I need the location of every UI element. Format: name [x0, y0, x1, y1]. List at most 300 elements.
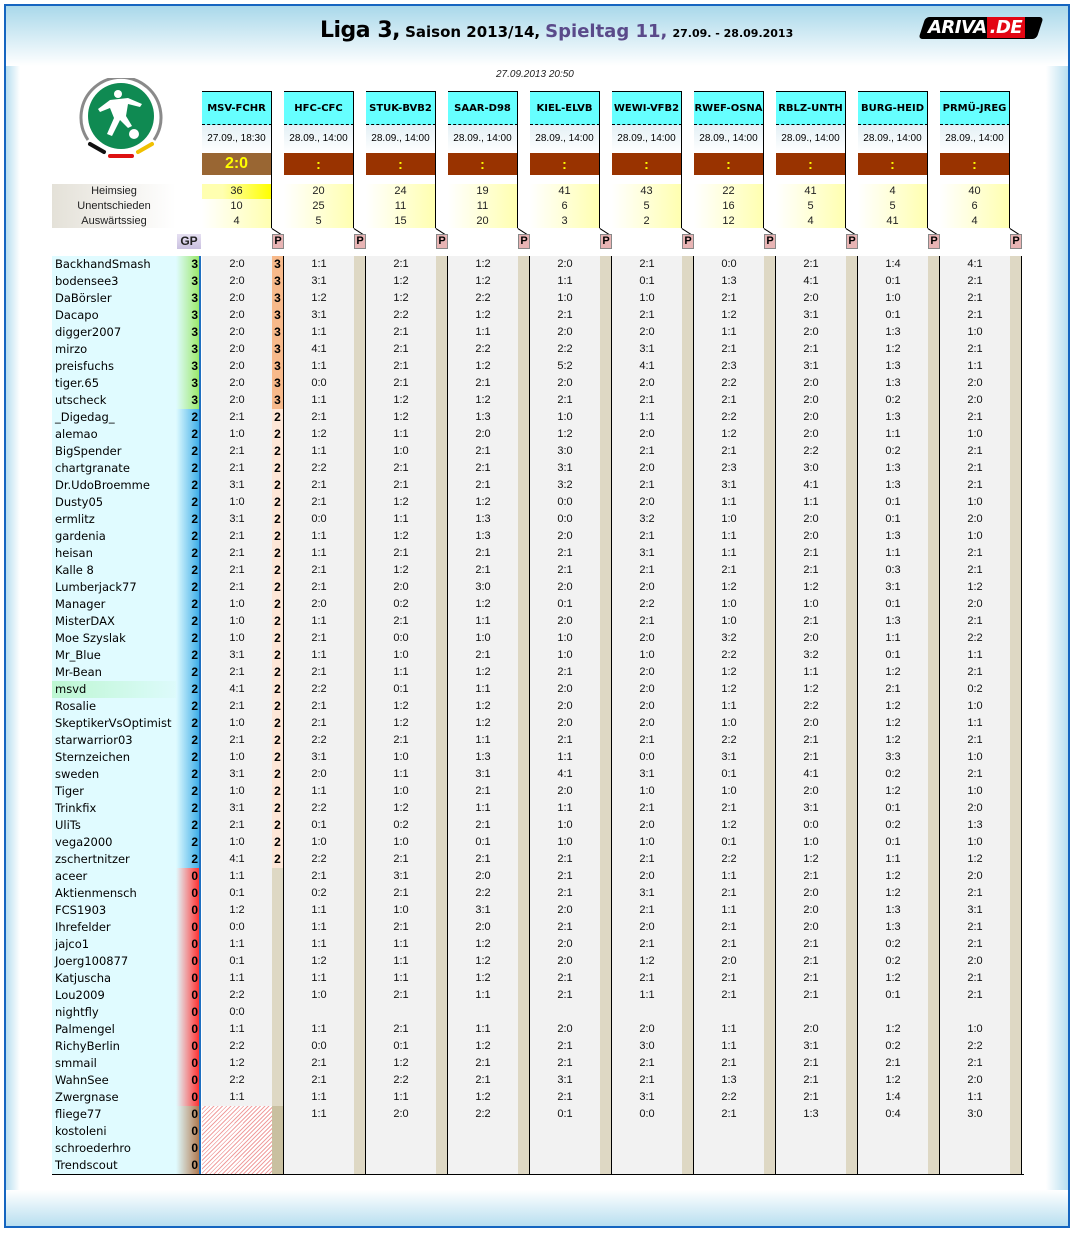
- tip-points: [1010, 987, 1022, 1004]
- player-name[interactable]: SkeptikerVsOptimist: [52, 715, 188, 732]
- tip-points: [354, 1157, 366, 1174]
- player-name[interactable]: Kalle 8: [52, 562, 188, 579]
- tip-points: [846, 664, 858, 681]
- tip-cell: 2:0: [530, 1021, 600, 1038]
- player-name[interactable]: Lumberjack77: [52, 579, 188, 596]
- match-code[interactable]: MSV-FCHR: [202, 91, 272, 125]
- tip-cell: 2:1: [448, 562, 518, 579]
- tip-cell: 1:3: [858, 613, 928, 630]
- player-name[interactable]: aceer: [52, 868, 188, 885]
- points-column-header[interactable]: P: [272, 234, 284, 249]
- tip-points: 2: [272, 409, 284, 426]
- player-name[interactable]: RichyBerlin: [52, 1038, 188, 1055]
- tip-cell: 4:1: [776, 273, 846, 290]
- player-total-points: 3: [176, 307, 201, 324]
- player-name[interactable]: Sternzeichen: [52, 749, 188, 766]
- tip-points: [928, 953, 940, 970]
- player-name[interactable]: Ihrefelder: [52, 919, 188, 936]
- tip-points: [272, 953, 284, 970]
- tip-cell: 1:2: [448, 970, 518, 987]
- player-name[interactable]: Rosalie: [52, 698, 188, 715]
- player-name[interactable]: ermlitz: [52, 511, 188, 528]
- tip-points: [928, 715, 940, 732]
- player-name[interactable]: Aktienmensch: [52, 885, 188, 902]
- points-column-header[interactable]: P: [682, 234, 694, 249]
- tip-points: [928, 800, 940, 817]
- tip-points: [518, 1123, 530, 1140]
- table-row: [52, 1072, 1024, 1089]
- player-total-points: 0: [176, 1123, 201, 1140]
- tip-cell: 0:1: [202, 953, 272, 970]
- player-name[interactable]: alemao: [52, 426, 188, 443]
- tip-points: [764, 596, 776, 613]
- tip-cell: [284, 1123, 354, 1140]
- tip-points: [518, 392, 530, 409]
- player-name[interactable]: tiger.65: [52, 375, 188, 392]
- tip-points: [764, 256, 776, 273]
- tip-points: [600, 290, 612, 307]
- tip-points: [846, 732, 858, 749]
- tip-cell: 1:2: [694, 681, 764, 698]
- player-name[interactable]: Tiger: [52, 783, 188, 800]
- player-name[interactable]: fliege77: [52, 1106, 188, 1123]
- player-name[interactable]: Joerg100877: [52, 953, 188, 970]
- tip-points: [354, 664, 366, 681]
- points-column-header[interactable]: P: [846, 234, 858, 249]
- match-code[interactable]: WEWI-VFB2: [612, 91, 682, 125]
- table-row: [52, 392, 1024, 409]
- tip-cell: 1:0: [366, 902, 436, 919]
- tip-cell: 2:1: [202, 817, 272, 834]
- tip-cell: 1:2: [366, 1055, 436, 1072]
- player-name[interactable]: Lou2009: [52, 987, 188, 1004]
- tip-cell: 2:1: [940, 341, 1010, 358]
- match-tip-stats: [940, 184, 1010, 228]
- tip-cell: 0:0: [284, 1038, 354, 1055]
- tip-points: [682, 290, 694, 307]
- draw-count: 6: [971, 200, 978, 212]
- tip-cell: 1:0: [940, 426, 1010, 443]
- tip-cell: 2:1: [940, 732, 1010, 749]
- tip-points: 2: [272, 766, 284, 783]
- tip-points: [600, 987, 612, 1004]
- player-name[interactable]: kostoleni: [52, 1123, 188, 1140]
- tip-cell: [776, 1140, 846, 1157]
- tip-cell: 1:1: [366, 766, 436, 783]
- tip-points: [764, 868, 776, 885]
- match-kickoff: 28.09., 14:00: [284, 125, 354, 153]
- tip-points: [354, 307, 366, 324]
- tip-points: [518, 919, 530, 936]
- player-name[interactable]: BigSpender: [52, 443, 188, 460]
- tip-cell: 2:1: [776, 987, 846, 1004]
- match-code[interactable]: HFC-CFC: [284, 91, 354, 125]
- player-name[interactable]: sweden: [52, 766, 188, 783]
- tip-cell: 2:2: [694, 647, 764, 664]
- table-row: [52, 1055, 1024, 1072]
- tip-cell: 1:1: [940, 358, 1010, 375]
- draw-count: 25: [312, 200, 325, 212]
- match-kickoff: 28.09., 14:00: [694, 125, 764, 153]
- tip-cell: 2:1: [940, 290, 1010, 307]
- tip-cell: 2:2: [940, 630, 1010, 647]
- tip-points: [436, 834, 448, 851]
- points-column-header[interactable]: P: [600, 234, 612, 249]
- tip-cell: 2:1: [612, 851, 682, 868]
- tip-cell: 0:1: [858, 494, 928, 511]
- tip-cell: 1:1: [694, 545, 764, 562]
- tip-cell: 1:2: [366, 409, 436, 426]
- player-total-points: 0: [176, 919, 201, 936]
- tip-cell: 1:2: [202, 1055, 272, 1072]
- player-name[interactable]: msvd: [52, 681, 188, 698]
- tip-cell: 2:1: [448, 460, 518, 477]
- player-name[interactable]: Dacapo: [52, 307, 188, 324]
- tip-cell: 2:1: [940, 664, 1010, 681]
- player-total-points: 2: [176, 545, 201, 562]
- tip-points: [1010, 732, 1022, 749]
- tip-points: 2: [272, 613, 284, 630]
- player-name[interactable]: zschertnitzer: [52, 851, 188, 868]
- tip-points: [436, 392, 448, 409]
- tip-cell: 1:0: [612, 290, 682, 307]
- tip-cell: 0:1: [858, 647, 928, 664]
- tip-cell: 0:0: [612, 749, 682, 766]
- tip-cell: 1:1: [612, 987, 682, 1004]
- tip-points: 2: [272, 460, 284, 477]
- tip-points: [682, 749, 694, 766]
- tip-points: [600, 1021, 612, 1038]
- tip-points: 2: [272, 715, 284, 732]
- tip-cell: 3:1: [612, 341, 682, 358]
- player-name[interactable]: MisterDAX: [52, 613, 188, 630]
- match-result: 2:0: [202, 153, 272, 175]
- home-win-count: 43: [640, 185, 653, 197]
- tip-cell: 2:1: [530, 919, 600, 936]
- tip-points: [354, 817, 366, 834]
- tip-cell: 2:1: [284, 1055, 354, 1072]
- tip-points: [764, 749, 776, 766]
- tip-points: [1010, 630, 1022, 647]
- player-name[interactable]: _Digedag_: [52, 409, 188, 426]
- tip-cell: 1:1: [284, 902, 354, 919]
- tip-cell: 1:1: [448, 1021, 518, 1038]
- tip-cell: 2:0: [612, 919, 682, 936]
- tip-cell: 2:1: [366, 341, 436, 358]
- player-name[interactable]: chartgranate: [52, 460, 188, 477]
- tip-points: [354, 409, 366, 426]
- player-name[interactable]: Palmengel: [52, 1021, 188, 1038]
- tip-cell: 2:1: [530, 664, 600, 681]
- tip-points: [682, 1072, 694, 1089]
- tip-cell: 1:0: [284, 834, 354, 851]
- tip-cell: 1:4: [858, 256, 928, 273]
- brand-logo[interactable]: [928, 17, 1025, 38]
- tip-cell: 1:1: [694, 494, 764, 511]
- tip-points: [682, 647, 694, 664]
- player-name[interactable]: preisfuchs: [52, 358, 188, 375]
- tip-points: [600, 1038, 612, 1055]
- tip-cell: 0:0: [284, 375, 354, 392]
- tip-points: [600, 392, 612, 409]
- tip-points: [928, 1072, 940, 1089]
- tip-points: [846, 460, 858, 477]
- match-code[interactable]: KIEL-ELVB: [530, 91, 600, 125]
- match-code[interactable]: RWEF-OSNA: [694, 91, 764, 125]
- tip-cell: 2:2: [694, 409, 764, 426]
- tip-points: [846, 545, 858, 562]
- tip-points: [436, 766, 448, 783]
- player-name[interactable]: DaBörsler: [52, 290, 188, 307]
- tip-points: [436, 630, 448, 647]
- tip-points: [272, 936, 284, 953]
- tip-cell: 3:1: [612, 766, 682, 783]
- tip-cell: 2:2: [366, 307, 436, 324]
- tip-cell: 1:1: [284, 443, 354, 460]
- tip-cell: 2:0: [202, 392, 272, 409]
- tip-cell: 4:1: [284, 341, 354, 358]
- tip-points: [436, 460, 448, 477]
- player-name[interactable]: BackhandSmash: [52, 256, 188, 273]
- tip-points: [846, 1072, 858, 1089]
- player-name[interactable]: mirzo: [52, 341, 188, 358]
- player-total-points: 2: [176, 664, 201, 681]
- player-name[interactable]: Trinkfix: [52, 800, 188, 817]
- tip-cell: 3:1: [202, 647, 272, 664]
- tip-cell: 0:0: [284, 511, 354, 528]
- player-total-points: 2: [176, 613, 201, 630]
- table-row: [52, 375, 1024, 392]
- tip-cell: 1:2: [448, 664, 518, 681]
- tip-cell: 2:2: [530, 341, 600, 358]
- tip-points: [928, 579, 940, 596]
- table-row: [52, 936, 1024, 953]
- tip-cell: 2:1: [612, 477, 682, 494]
- tip-cell: 2:1: [202, 409, 272, 426]
- player-name[interactable]: Mr_Blue: [52, 647, 188, 664]
- tip-points: [928, 494, 940, 511]
- player-name[interactable]: Zwergnase: [52, 1089, 188, 1106]
- player-name[interactable]: bodensee3: [52, 273, 188, 290]
- match-code[interactable]: STUK-BVB2: [366, 91, 436, 125]
- player-total-points: 0: [176, 885, 201, 902]
- player-total-points: 2: [176, 443, 201, 460]
- tip-cell: 1:2: [694, 579, 764, 596]
- tip-cell: 2:0: [612, 460, 682, 477]
- tip-cell: 1:0: [366, 834, 436, 851]
- player-name[interactable]: Katjuscha: [52, 970, 188, 987]
- tip-cell: 0:2: [366, 596, 436, 613]
- tip-cell: 2:1: [366, 732, 436, 749]
- player-total-points: 0: [176, 1106, 201, 1123]
- tip-cell: [284, 1004, 354, 1021]
- tip-cell: 2:1: [940, 273, 1010, 290]
- tip-cell: 2:0: [776, 409, 846, 426]
- tip-cell: 2:1: [448, 443, 518, 460]
- player-name[interactable]: Trendscout: [52, 1157, 188, 1174]
- tip-cell: 3:1: [284, 749, 354, 766]
- points-column-header[interactable]: P: [928, 234, 940, 249]
- tip-cell: 3:1: [530, 1072, 600, 1089]
- tip-points: [600, 1072, 612, 1089]
- match-code[interactable]: RBLZ-UNTH: [776, 91, 846, 125]
- tip-cell: 1:3: [858, 324, 928, 341]
- tip-cell: 2:1: [530, 1038, 600, 1055]
- tip-points: [272, 1004, 284, 1021]
- home-win-count: 19: [476, 185, 489, 197]
- tip-cell: 2:1: [448, 783, 518, 800]
- player-name[interactable]: jajco1: [52, 936, 188, 953]
- player-name[interactable]: utscheck: [52, 392, 188, 409]
- tip-cell: 1:0: [940, 783, 1010, 800]
- tip-cell: 3:3: [858, 749, 928, 766]
- tip-points: [1010, 392, 1022, 409]
- tip-points: [928, 851, 940, 868]
- player-name[interactable]: digger2007: [52, 324, 188, 341]
- tip-cell: 1:3: [858, 358, 928, 375]
- tip-cell: 2:1: [612, 902, 682, 919]
- tip-cell: [448, 1157, 518, 1174]
- table-row: [52, 715, 1024, 732]
- tip-cell: 1:2: [366, 392, 436, 409]
- tip-points: [682, 545, 694, 562]
- gp-column-header[interactable]: GP: [177, 234, 201, 249]
- update-timestamp: 27.09.2013 20:50: [496, 69, 574, 80]
- tip-points: [518, 885, 530, 902]
- table-row: [52, 579, 1024, 596]
- player-name[interactable]: Mr-Bean: [52, 664, 188, 681]
- table-row: [52, 256, 1024, 273]
- tip-cell: 1:0: [530, 630, 600, 647]
- player-name[interactable]: UliTs: [52, 817, 188, 834]
- tip-points: [354, 970, 366, 987]
- away-win-count: 15: [394, 215, 407, 227]
- table-row: [52, 426, 1024, 443]
- tip-cell: 2:0: [530, 375, 600, 392]
- tip-points: [354, 902, 366, 919]
- tip-points: [518, 1106, 530, 1123]
- player-name[interactable]: FCS1903: [52, 902, 188, 919]
- away-win-count: 4: [233, 215, 240, 227]
- tip-points: [682, 885, 694, 902]
- tip-cell: 1:0: [366, 749, 436, 766]
- tip-cell: 1:1: [694, 902, 764, 919]
- tip-points: [436, 358, 448, 375]
- tip-points: [354, 1055, 366, 1072]
- points-column-header[interactable]: P: [518, 234, 530, 249]
- tip-cell: 2:1: [284, 698, 354, 715]
- player-name[interactable]: heisan: [52, 545, 188, 562]
- match-code[interactable]: PRMÜ-JREG: [940, 91, 1010, 125]
- points-column-header[interactable]: P: [764, 234, 776, 249]
- draw-count: 5: [807, 200, 814, 212]
- tip-points: [846, 1157, 858, 1174]
- away-win-count: 2: [643, 215, 650, 227]
- player-name[interactable]: nightfly: [52, 1004, 188, 1021]
- player-name[interactable]: WahnSee: [52, 1072, 188, 1089]
- tip-cell: 2:1: [612, 562, 682, 579]
- tip-points: [1010, 783, 1022, 800]
- player-name[interactable]: gardenia: [52, 528, 188, 545]
- tip-cell: 1:1: [858, 630, 928, 647]
- table-row: [52, 800, 1024, 817]
- table-row: [52, 494, 1024, 511]
- tip-points: [436, 341, 448, 358]
- player-name[interactable]: Manager: [52, 596, 188, 613]
- home-win-count: 41: [558, 185, 571, 197]
- tip-cell: 2:0: [612, 817, 682, 834]
- player-name[interactable]: schroederhro: [52, 1140, 188, 1157]
- tip-cell: 2:1: [202, 562, 272, 579]
- tip-cell: 1:2: [858, 1021, 928, 1038]
- tip-cell: 2:2: [284, 681, 354, 698]
- tip-points: [354, 1089, 366, 1106]
- tip-points: [354, 919, 366, 936]
- tip-points: [846, 1140, 858, 1157]
- tip-points: [600, 732, 612, 749]
- points-column-header[interactable]: P: [354, 234, 366, 249]
- tip-points: 2: [272, 545, 284, 562]
- tip-points: [1010, 579, 1022, 596]
- player-total-points: 2: [176, 766, 201, 783]
- tip-cell: 1:0: [940, 1021, 1010, 1038]
- home-win-count: 20: [312, 185, 325, 197]
- tip-points: [764, 460, 776, 477]
- tip-cell: [366, 1123, 436, 1140]
- tip-cell: 1:1: [366, 936, 436, 953]
- away-win-count: 20: [476, 215, 489, 227]
- tip-cell: 2:0: [776, 375, 846, 392]
- player-name[interactable]: starwarrior03: [52, 732, 188, 749]
- player-name[interactable]: smmail: [52, 1055, 188, 1072]
- player-name[interactable]: vega2000: [52, 834, 188, 851]
- match-code[interactable]: SAAR-D98: [448, 91, 518, 125]
- points-column-header[interactable]: P: [436, 234, 448, 249]
- tip-cell: 2:0: [776, 1021, 846, 1038]
- tip-cell: 3:1: [202, 766, 272, 783]
- tip-cell: 1:1: [284, 358, 354, 375]
- tip-cell: 2:1: [776, 970, 846, 987]
- player-name[interactable]: Dr.UdoBroemme: [52, 477, 188, 494]
- tip-points: [764, 936, 776, 953]
- tip-cell: 1:1: [530, 800, 600, 817]
- tip-points: [682, 273, 694, 290]
- tip-points: [518, 1140, 530, 1157]
- match-tip-stats: [858, 184, 928, 228]
- tip-cell: 2:1: [776, 868, 846, 885]
- tip-points: [518, 630, 530, 647]
- player-name[interactable]: Dusty05: [52, 494, 188, 511]
- tip-points: [764, 647, 776, 664]
- tip-cell: 3:0: [776, 460, 846, 477]
- player-name[interactable]: Moe Szyslak: [52, 630, 188, 647]
- tip-points: [1010, 1106, 1022, 1123]
- tip-points: [928, 1089, 940, 1106]
- points-column-header[interactable]: P: [1010, 234, 1022, 249]
- tip-cell: 3:1: [776, 1038, 846, 1055]
- away-win-count: 3: [561, 215, 568, 227]
- tip-cell: 2:1: [366, 460, 436, 477]
- tip-points: [600, 749, 612, 766]
- tip-cell: 0:0: [202, 1004, 272, 1021]
- table-row: [52, 919, 1024, 936]
- tip-points: [600, 970, 612, 987]
- tip-cell: 2:1: [366, 919, 436, 936]
- player-total-points: 2: [176, 477, 201, 494]
- tip-points: [600, 868, 612, 885]
- tip-points: [354, 273, 366, 290]
- match-code[interactable]: BURG-HEID: [858, 91, 928, 125]
